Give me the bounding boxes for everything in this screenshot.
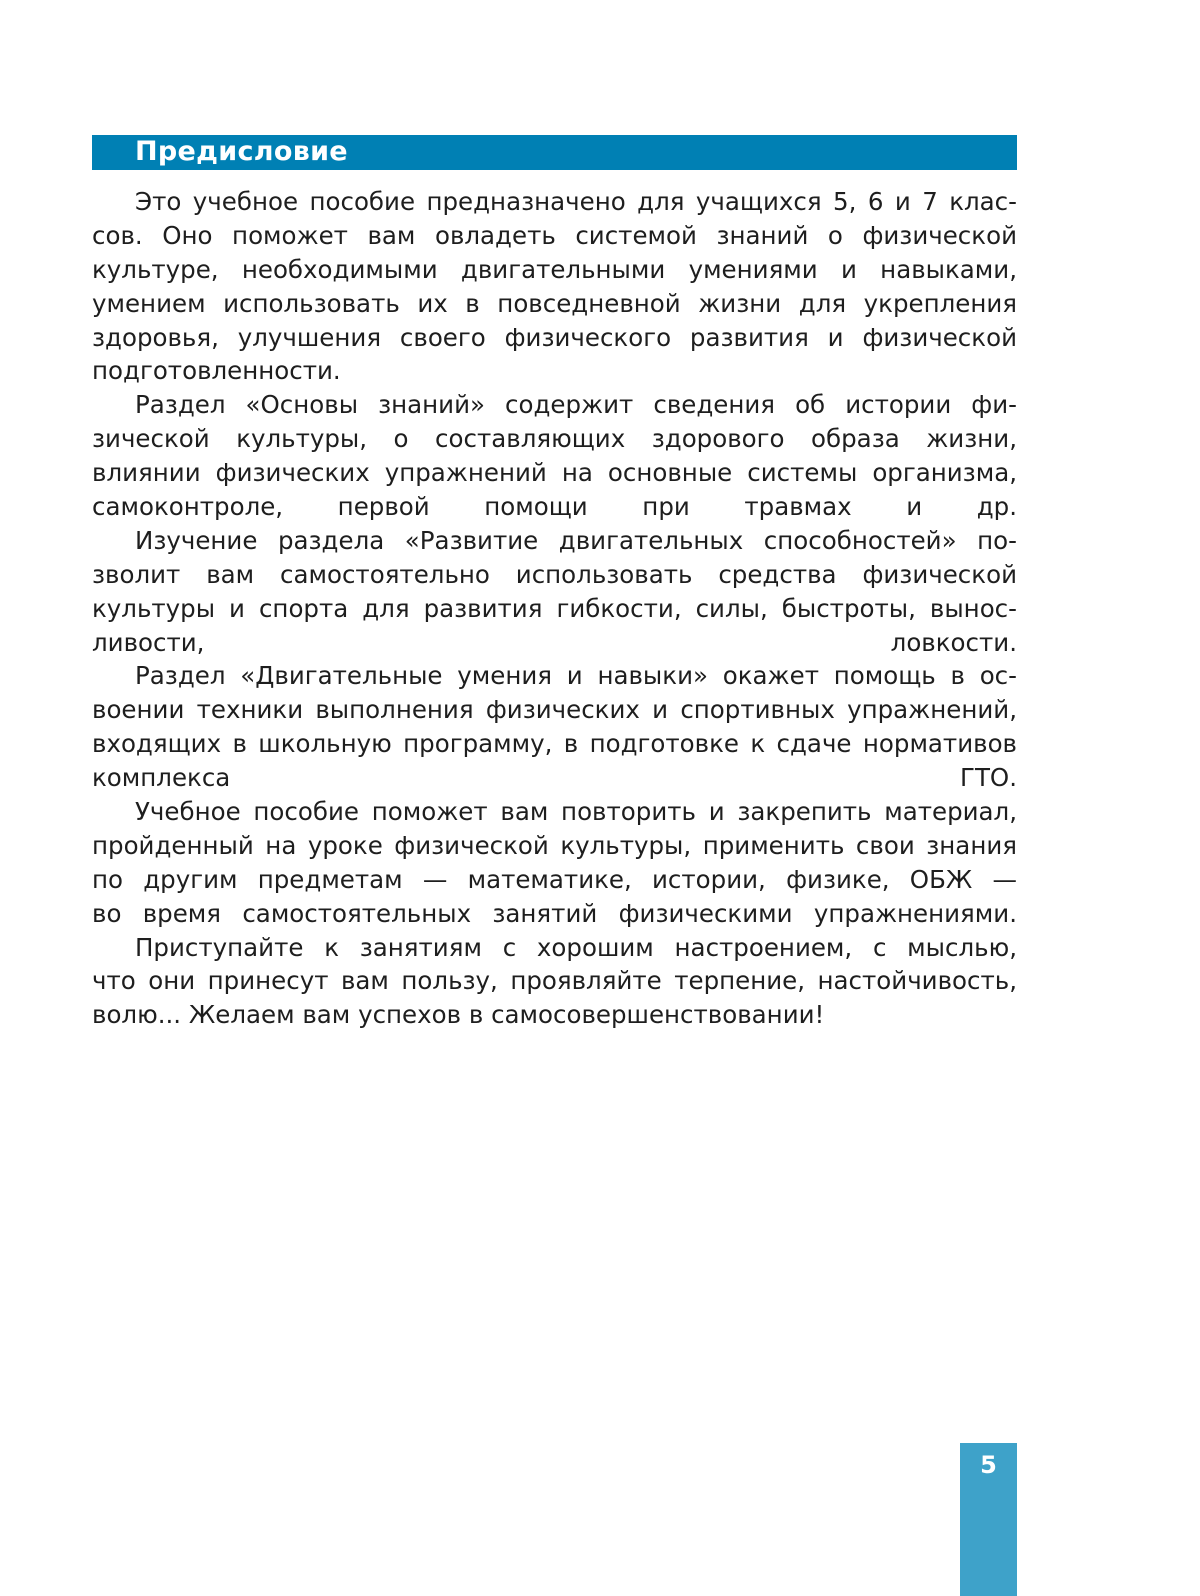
text-line: пройденный на уроке физической культуры, применить свои знания — [92, 830, 1017, 860]
page-number: 5 — [980, 1451, 997, 1479]
text-line: подготовленности. — [92, 356, 341, 386]
text-line: культуре, необходимыми двигательными умениями и навыками, — [92, 254, 1017, 284]
text-line: культуры и спорта для развития гибкости, силы, быстроты, вынос- — [92, 593, 1017, 623]
section-header-bar — [92, 135, 1017, 170]
paragraph — [92, 388, 1017, 524]
text-line: Это учебное пособие предназначено для учащихся 5, 6 и 7 клас- — [135, 187, 1017, 216]
paragraph — [92, 931, 1017, 1033]
text-line: сов. Оно поможет вам овладеть системой знаний о физической — [92, 220, 1017, 250]
paragraph — [92, 185, 1017, 388]
text-line: Приступайте к занятиям с хорошим настроением, с мыслью, — [135, 932, 1017, 962]
text-line: влиянии физических упражнений на основные системы организма, — [92, 458, 1017, 488]
text-line: Раздел «Двигательные умения и навыки» окажет помощь в ос- — [135, 661, 1017, 691]
text-line: Раздел «Основы знаний» содержит сведения об истории фи- — [135, 390, 1017, 420]
text-line: зической культуры, о составляющих здорового образа жизни, — [92, 424, 1017, 454]
paragraph — [92, 659, 1017, 795]
text-line: самоконтроле, первой помощи при травмах и др. — [92, 492, 1017, 522]
text-line: воении техники выполнения физических и спортивных упражнений, — [92, 695, 1017, 725]
text-line: волю... Желаем вам успехов в самосовершенствовании! — [92, 1000, 825, 1030]
section-title: Предисловие — [135, 136, 348, 167]
text-line: зволит вам самостоятельно использовать средства физической — [92, 559, 1017, 589]
text-line: ливости, ловкости. — [92, 627, 1017, 657]
text-line: Учебное пособие поможет вам повторить и закрепить материал, — [135, 797, 1017, 827]
text-line: во время самостоятельных занятий физическими упражнениями. — [92, 898, 1017, 928]
text-line: что они принесут вам пользу, проявляйте терпение, настойчивость, — [92, 966, 1017, 996]
preface-body — [92, 185, 1017, 1032]
text-line: комплекса ГТО. — [92, 763, 1017, 793]
text-line: умением использовать их в повседневной жизни для укрепления — [92, 288, 1017, 318]
text-line: входящих в школьную программу, в подготовке к сдаче нормативов — [92, 729, 1017, 759]
text-line: по другим предметам — математике, истории, физике, ОБЖ — — [92, 864, 1017, 894]
text-line: Изучение раздела «Развитие двигательных способностей» по- — [135, 525, 1017, 555]
paragraph — [92, 795, 1017, 931]
paragraph — [92, 524, 1017, 660]
page-number-tab — [960, 1443, 1017, 1596]
text-line: здоровья, улучшения своего физического развития и физической — [92, 322, 1017, 352]
